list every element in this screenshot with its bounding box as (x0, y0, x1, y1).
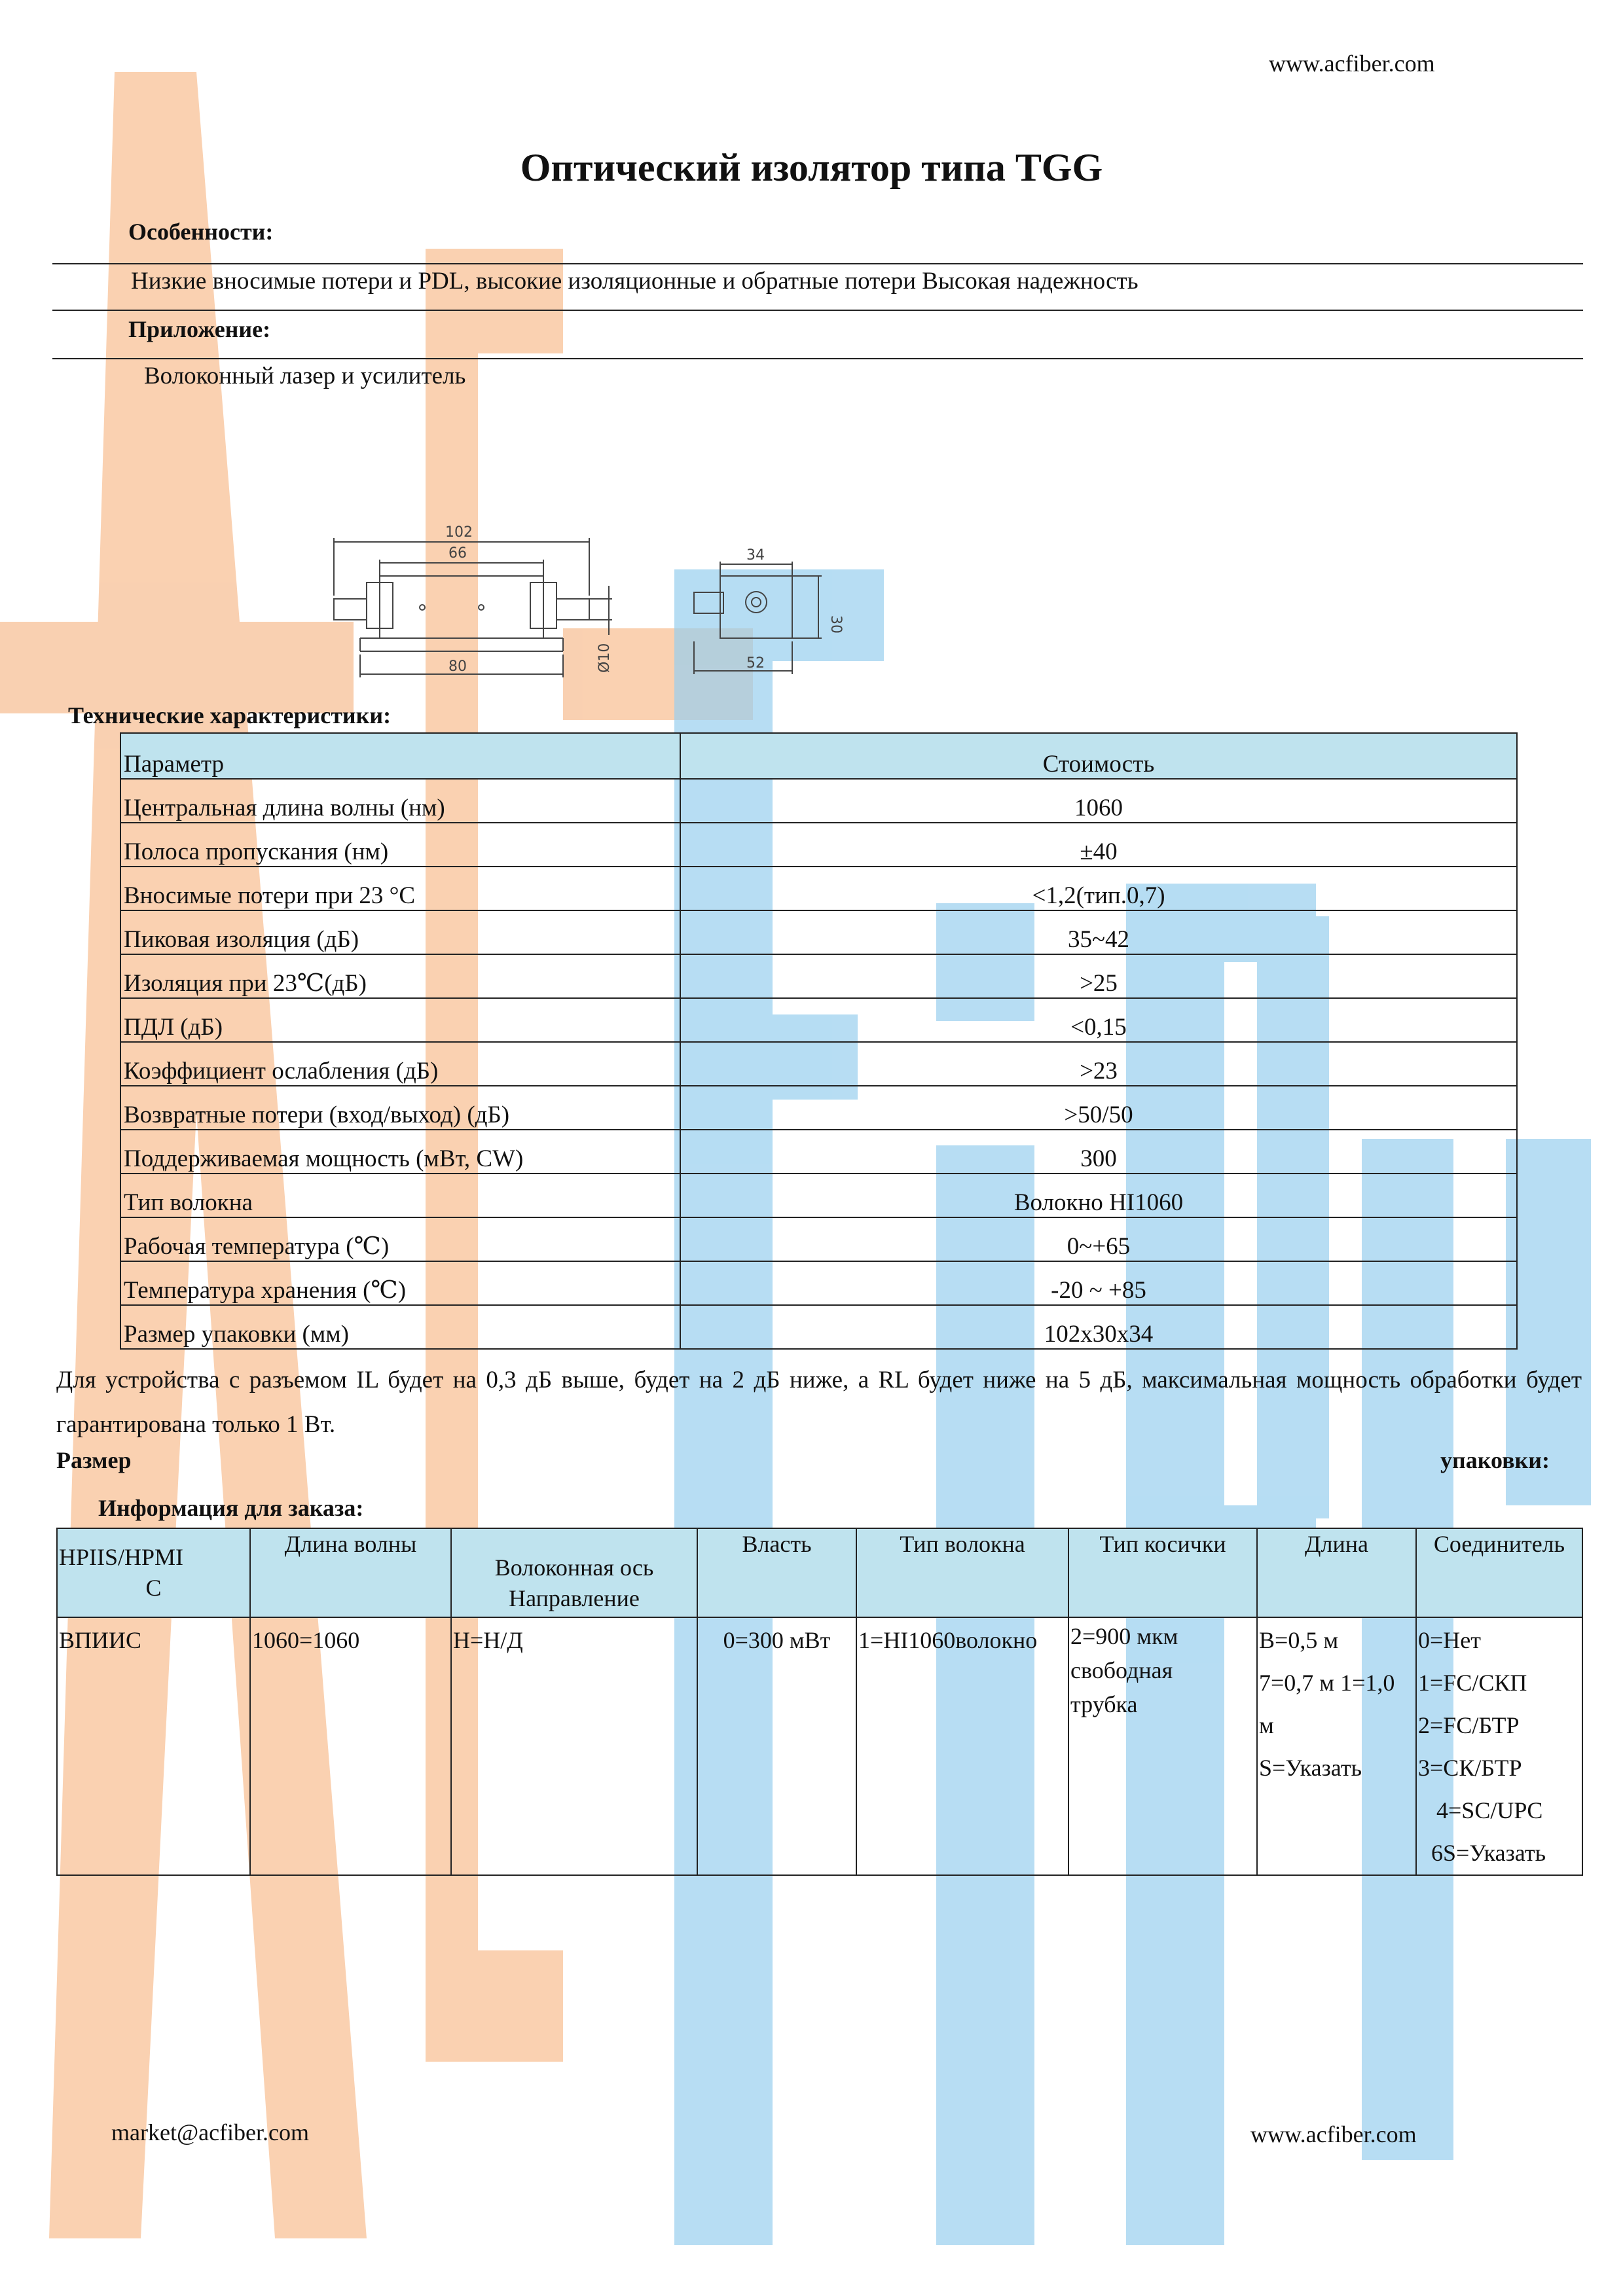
table-row (120, 1042, 1517, 1086)
specs-heading: Технические характеристики: (68, 702, 392, 728)
param-cell: Центральная длина волны (нм) (120, 779, 680, 823)
page-title: Оптический изолятор типа TGG (520, 146, 1103, 189)
table-row (57, 1617, 1582, 1875)
param-cell: Пиковая изоляция (дБ) (120, 910, 680, 954)
param-cell: ПДЛ (дБ) (120, 998, 680, 1042)
value-cell: -20 ~ +85 (680, 1261, 1517, 1305)
order-col-wavelength: Длина волны (250, 1528, 451, 1617)
order-cell: 0=Нет 1=FC/СКП 2=FC/БТР 3=СК/БТР 4=SC/UPC 6S=Указать (1416, 1617, 1582, 1875)
table-row (120, 779, 1517, 823)
note-paragraph: Для устройства с разъемом IL будет на 0,3 дБ выше, будет на 2 дБ ниже, а RL будет ниже на 5 дБ, максимальная мощность обработки будет гарантирована только 1 Вт. (56, 1367, 1582, 1438)
value-cell: >25 (680, 954, 1517, 998)
divider (52, 310, 1583, 311)
value-cell: >50/50 (680, 1086, 1517, 1130)
footer-email[interactable]: market@acfiber.com (111, 2119, 310, 2145)
table-row (120, 1261, 1517, 1305)
param-cell: Коэффициент ослабления (дБ) (120, 1042, 680, 1086)
param-cell: Изоляция при 23℃(дБ) (120, 954, 680, 998)
dim-label: 52 (746, 655, 765, 672)
order-cell: B=0,5 м 7=0,7 м 1=1,0 м S=Указать (1257, 1617, 1416, 1875)
order-col-pigtail-type: Тип косички (1068, 1528, 1257, 1617)
features-text: Низкие вносимые потери и PDL, высокие изоляционные и обратные потери Высокая надежность (131, 268, 1139, 295)
order-header-row (57, 1528, 1582, 1617)
dim-label: 80 (448, 658, 467, 675)
table-row (120, 1217, 1517, 1261)
dim-label: 30 (828, 615, 844, 634)
order-cell: 1060=1060 (250, 1617, 451, 1875)
param-cell: Размер упаковки (мм) (120, 1305, 680, 1349)
dim-label: 102 (445, 524, 473, 541)
dimension-drawing (314, 511, 871, 694)
order-cell: 1=HI1060волокно (856, 1617, 1068, 1875)
table-row (120, 954, 1517, 998)
table-row (120, 1305, 1517, 1349)
footer-website[interactable]: www.acfiber.com (1250, 2121, 1417, 2147)
param-cell: Температура хранения (℃) (120, 1261, 680, 1305)
order-col-connector: Соединитель (1416, 1528, 1582, 1617)
param-cell: Тип волокна (120, 1174, 680, 1217)
order-col-length: Длина (1257, 1528, 1416, 1617)
specs-header-row (120, 733, 1517, 779)
value-cell: <1,2(тип.0,7) (680, 867, 1517, 910)
features-heading: Особенности: (128, 219, 274, 245)
header-website: www.acfiber.com (1269, 50, 1435, 77)
param-cell: Возвратные потери (вход/выход) (дБ) (120, 1086, 680, 1130)
application-heading: Приложение: (128, 316, 271, 342)
table-row (120, 823, 1517, 867)
param-cell: Вносимые потери при 23 °C (120, 867, 680, 910)
table-row (120, 998, 1517, 1042)
table-row (120, 910, 1517, 954)
value-cell: <0,15 (680, 998, 1517, 1042)
table-row (120, 1174, 1517, 1217)
order-col-power: Власть (697, 1528, 856, 1617)
order-col-model: HPIIS/HPMI C (57, 1528, 250, 1617)
param-cell: Полоса пропускания (нм) (120, 823, 680, 867)
value-cell: ±40 (680, 823, 1517, 867)
value-cell: 300 (680, 1130, 1517, 1174)
order-cell: H=Н/Д (451, 1617, 697, 1875)
value-cell: 102x30x34 (680, 1305, 1517, 1349)
value-cell: 0~+65 (680, 1217, 1517, 1261)
package-label-right: упаковки: (1440, 1447, 1550, 1473)
dim-label: Ø10 (596, 643, 613, 673)
table-row (120, 1086, 1517, 1130)
order-table (56, 1528, 1583, 1876)
order-cell: ВПИИС (57, 1617, 250, 1875)
specs-col-value: Стоимость (680, 733, 1517, 779)
table-row (120, 1130, 1517, 1174)
order-col-fiber-axis: Волоконная ось Направление (451, 1528, 697, 1617)
application-text: Волоконный лазер и усилитель (144, 363, 466, 389)
value-cell: Волокно HI1060 (680, 1174, 1517, 1217)
divider (52, 358, 1583, 359)
table-row (120, 867, 1517, 910)
order-heading: Информация для заказа: (98, 1495, 364, 1521)
param-cell: Поддерживаемая мощность (мВт, CW) (120, 1130, 680, 1174)
order-col-fiber-type: Тип волокна (856, 1528, 1068, 1617)
value-cell: 1060 (680, 779, 1517, 823)
dim-label: 34 (746, 547, 765, 564)
order-cell: 0=300 мВт (697, 1617, 856, 1875)
dim-label: 66 (448, 545, 467, 562)
specs-table (120, 732, 1518, 1350)
value-cell: >23 (680, 1042, 1517, 1086)
specs-col-param: Параметр (120, 733, 680, 779)
param-cell: Рабочая температура (℃) (120, 1217, 680, 1261)
order-cell: 2=900 мкм свободная трубка (1068, 1617, 1257, 1875)
package-label-left: Размер (56, 1447, 132, 1473)
divider (52, 263, 1583, 264)
value-cell: 35~42 (680, 910, 1517, 954)
